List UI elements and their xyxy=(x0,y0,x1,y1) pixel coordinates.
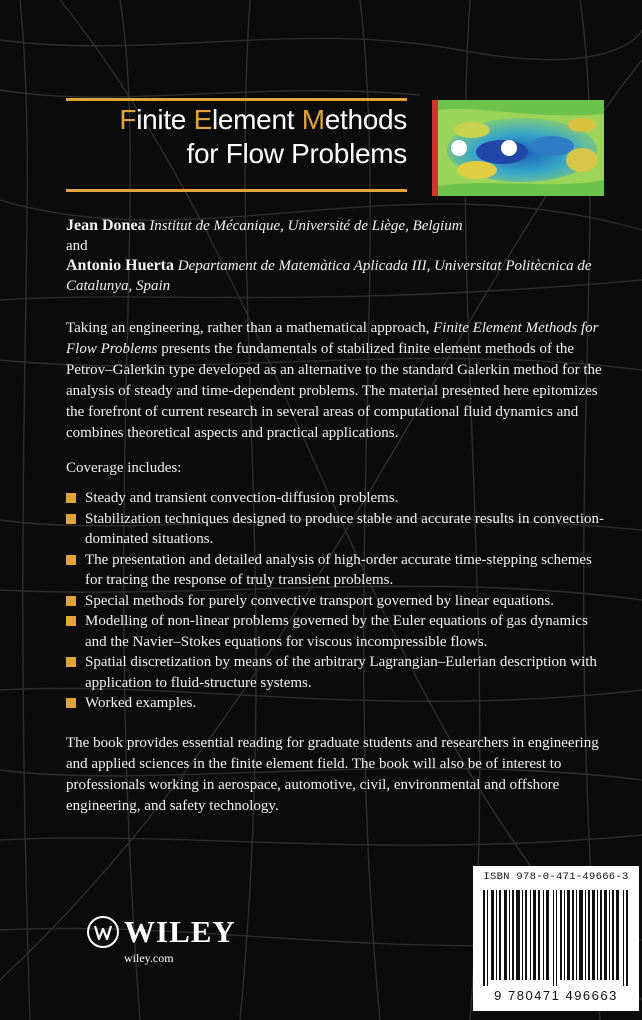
author-1: Jean Donea Institut de Mécanique, Université de Liège, Belgium xyxy=(66,217,463,234)
bullet-square-icon xyxy=(66,616,76,626)
wiley-logo-icon xyxy=(86,915,120,949)
title-line-2: for Flow Problems xyxy=(186,138,407,169)
authors-block xyxy=(66,216,596,296)
publisher-name: WILEY xyxy=(124,914,236,949)
barcode-box xyxy=(473,866,639,1011)
closing-paragraph: The book provides essential reading for graduate students and researchers in engineering and applied sciences in the finite element field. The book will also be of interest to professionals working in aerospace, automotive, civil, environmental and offshore engineering, and safety technology. xyxy=(66,735,599,814)
list-item: Special methods for purely convective transport governed by linear equations. xyxy=(66,591,606,612)
bullet-square-icon xyxy=(66,596,76,606)
flow-simulation-image xyxy=(432,100,604,196)
coverage-list xyxy=(66,488,606,714)
publisher-url: wiley.com xyxy=(124,951,174,965)
list-item: Worked examples. xyxy=(66,693,606,714)
list-item: Modelling of non-linear problems governed by the Euler equations of gas dynamics and the Navier–Stokes equations for viscous incompressible flows. xyxy=(66,611,606,652)
book-title xyxy=(66,103,407,171)
bullet-square-icon xyxy=(66,555,76,565)
bullet-square-icon xyxy=(66,698,76,708)
title-line-1: Finite Element Methods xyxy=(119,104,407,135)
author-2: Antonio Huerta Departament de Matemàtica Aplicada III, Universitat Politècnica de Catalunya, Spain xyxy=(66,257,592,294)
bullet-square-icon xyxy=(66,493,76,503)
list-item: The presentation and detailed analysis of high-order accurate time-stepping schemes for tracing the response of truly transient problems. xyxy=(66,550,606,591)
bullet-square-icon xyxy=(66,657,76,667)
list-item: Stabilization techniques designed to produce stable and accurate results in convection-dominated situations. xyxy=(66,509,606,550)
title-rule-top xyxy=(66,98,407,101)
ean-number: 9 780471 496663 xyxy=(494,988,618,1003)
and-text: and xyxy=(66,238,88,254)
list-item: Steady and transient convection-diffusion problems. xyxy=(66,488,606,509)
list-item: Spatial discretization by means of the arbitrary Lagrangian–Eulerian description with application to fluid-structure systems. xyxy=(66,652,606,693)
barcode-icon xyxy=(483,890,629,986)
coverage-heading: Coverage includes: xyxy=(66,460,182,476)
title-rule-bottom xyxy=(66,189,407,192)
bullet-square-icon xyxy=(66,514,76,524)
description-paragraph: Taking an engineering, rather than a mathematical approach, Finite Element Methods for Flow Problems presents the fundamentals of stabilized finite element methods of the Petrov–Galerkin type developed as an alternative to the standard Galerkin method for the analysis of steady and time-dependent problems. The material presented here epitomizes the forefront of current research in several areas of computational fluid dynamics and combines theoretical aspects and practical applications. xyxy=(66,320,602,441)
isbn-label: ISBN 978-0-471-49666-3 xyxy=(483,871,629,883)
